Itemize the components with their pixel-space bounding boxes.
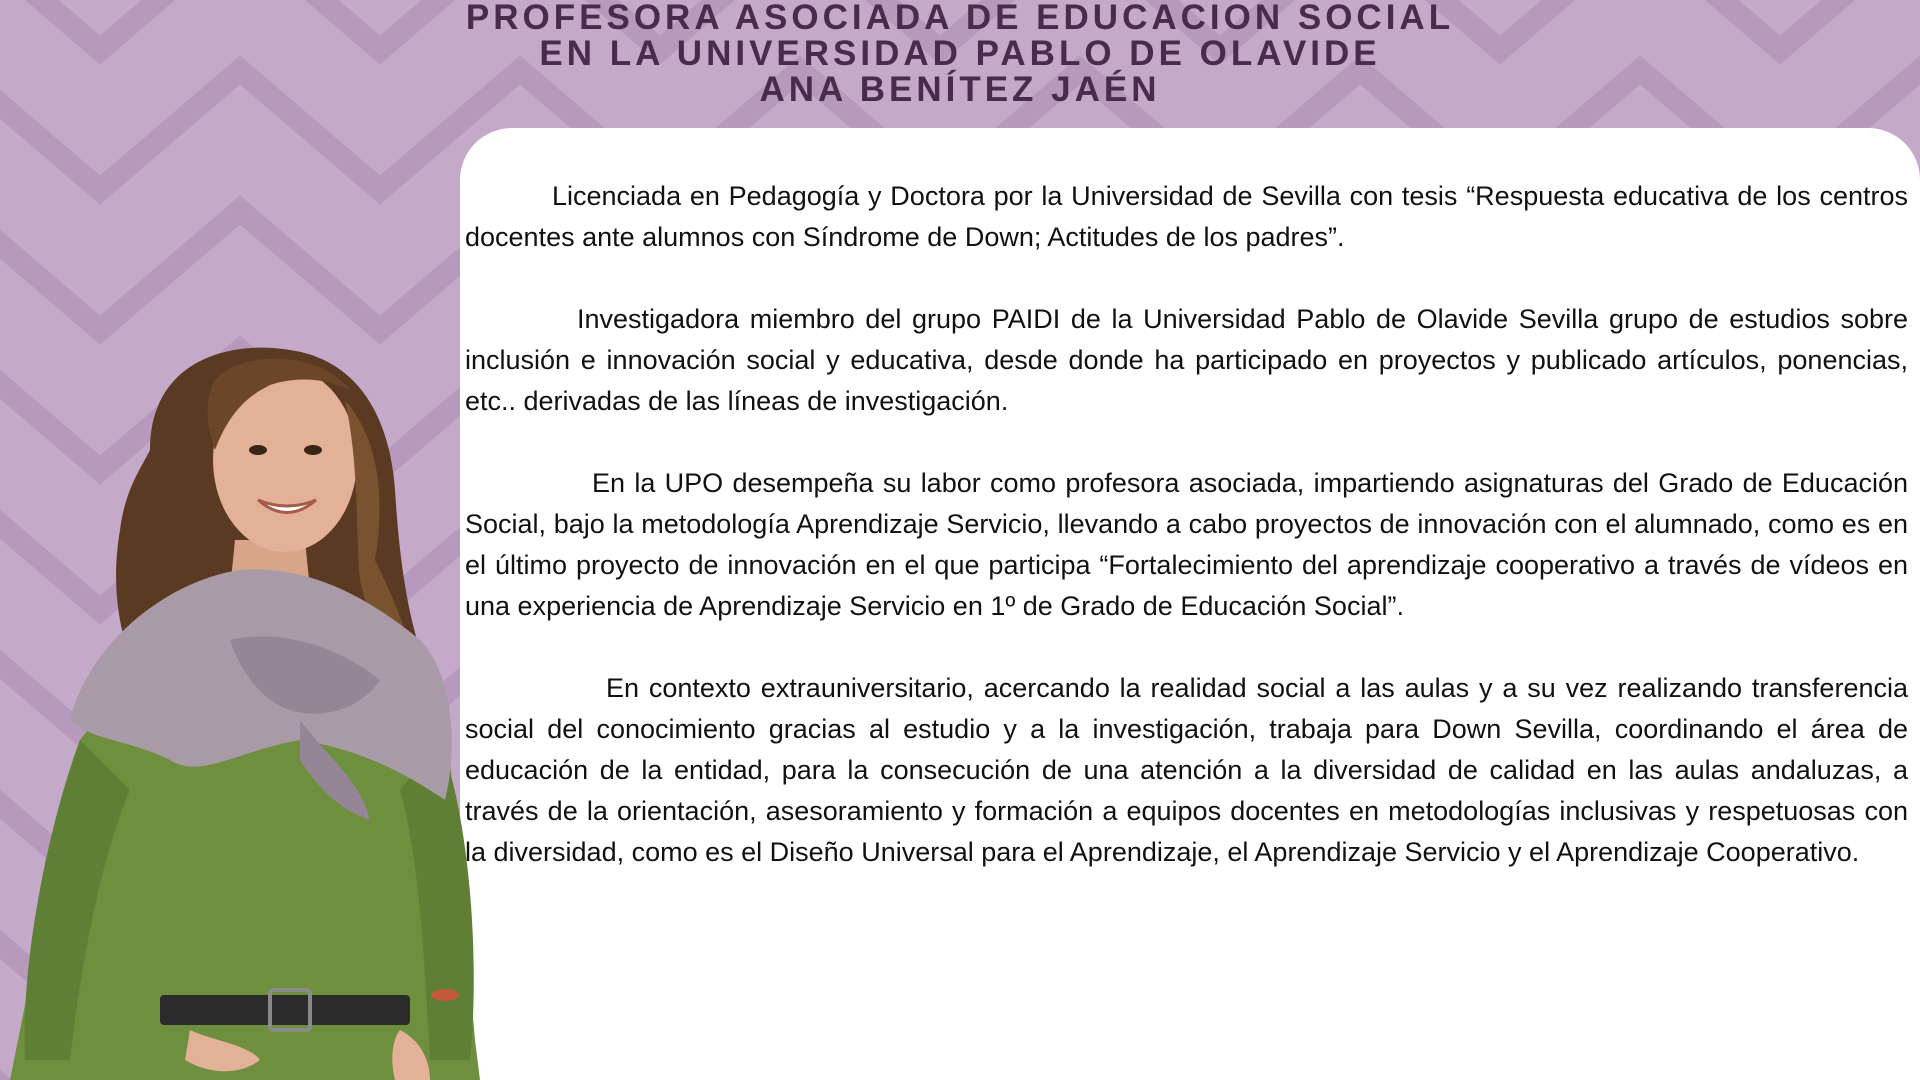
paragraph-outreach: En contexto extrauniversitario, acercando la realidad social a las aulas y a su vez realizando transferencia social del conocimiento gracias al estudio y a la investigación, trabaja para Down Sevilla, coordinando el área de educación de la entidad, para la consecución de una atención a la diversidad de calidad en las aulas andaluzas, a través de la orientación, asesoramiento y formación a equipos docentes en metodologías inclusivas y respetuosas con la diversidad, como es el Diseño Universal para el Aprendizaje, el Aprendizaje Servicio y el Aprendizaje Cooperativo. <box>465 673 1908 867</box>
title-line-3: ANA BENÍTEZ JAÉN <box>759 70 1161 109</box>
paragraph-research: Investigadora miembro del grupo PAIDI de la Universidad Pablo de Olavide Sevilla grupo de estudios sobre inclusión e innovación social y educativa, desde donde ha participado en proyectos y publicado artículos, ponencias, etc.. derivadas de las líneas de investigación. <box>465 304 1908 416</box>
title-line-1: PROFESORA ASOCIADA DE EDUCACION SOCIAL <box>465 0 1455 37</box>
portrait-photo <box>0 340 490 1080</box>
paragraph-education: Licenciada en Pedagogía y Doctora por la Universidad de Sevilla con tesis “Respuesta educativa de los centros docentes ante alumnos con Síndrome de Down; Actitudes de los padres”. <box>465 181 1908 252</box>
paragraph-teaching: En la UPO desempeña su labor como profesora asociada, impartiendo asignaturas del Grado de Educación Social, bajo la metodología Aprendizaje Servicio, llevando a cabo proyectos de innovación con el alumnado, como es en el último proyecto de innovación en el que participa “Fortalecimiento del aprendizaje cooperativo a través de vídeos en una experiencia de Aprendizaje Servicio en 1º de Grado de Educación Social”. <box>465 468 1908 621</box>
page-title <box>300 0 1620 108</box>
title-line-2: EN LA UNIVERSIDAD PABLO DE OLAVIDE <box>539 34 1381 73</box>
biography-text <box>465 176 1908 914</box>
